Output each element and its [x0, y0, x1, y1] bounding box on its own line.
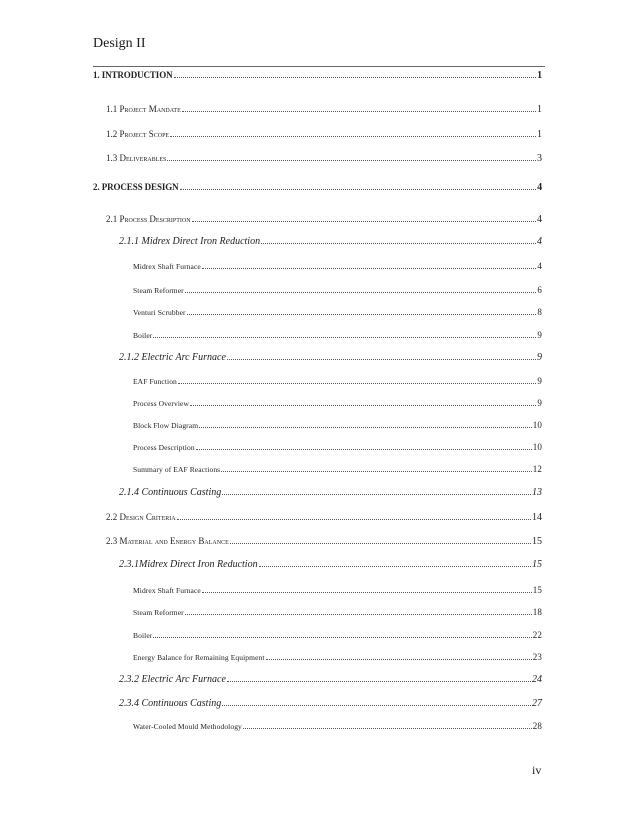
toc-entry[interactable]	[119, 698, 542, 709]
toc-entry-page: 1	[537, 104, 542, 115]
toc-entry-title: 2.3.1Midrex Direct Iron Reduction	[119, 559, 258, 570]
dot-leader	[266, 658, 532, 660]
toc-entry-title: Venturi Scrubber	[133, 308, 186, 317]
toc-entry-title: EAF Function	[133, 377, 177, 386]
toc-entry-title: Summary of EAF Reactions	[133, 465, 221, 474]
toc-entry[interactable]	[133, 442, 542, 452]
dot-leader	[259, 565, 531, 567]
toc-entry-page: 1	[537, 129, 542, 140]
toc-entry-title: Block Flow Diagram	[133, 421, 199, 430]
toc-entry[interactable]	[133, 261, 542, 271]
toc-entry[interactable]	[106, 129, 542, 140]
toc-entry-page: 10	[532, 442, 542, 452]
dot-leader	[192, 220, 536, 222]
toc-entry[interactable]	[119, 487, 542, 498]
toc-entry[interactable]	[93, 182, 542, 193]
dot-leader	[221, 470, 532, 472]
toc-entry[interactable]	[133, 420, 542, 430]
dot-leader	[153, 636, 531, 638]
toc-entry-page: 23	[532, 652, 542, 662]
dot-leader	[222, 704, 531, 706]
toc-entry-page: 9	[537, 398, 542, 408]
toc-entry-page: 27	[532, 698, 542, 709]
toc-entry-title: 1.2 Project Scope	[106, 129, 170, 139]
toc-entry[interactable]	[106, 153, 542, 164]
toc-entry-title: Midrex Shaft Furnace	[133, 586, 201, 595]
dot-leader	[196, 448, 532, 450]
toc-entry[interactable]	[119, 674, 542, 685]
dot-leader	[187, 313, 537, 315]
toc-entry[interactable]	[106, 536, 542, 547]
toc-entry-page: 1	[537, 70, 542, 81]
toc-entry-title: 2.1.4 Continuous Casting	[119, 487, 222, 498]
toc-entry-page: 8	[537, 307, 542, 317]
toc-entry-page: 4	[537, 261, 542, 271]
toc-entry-title: Process Description	[133, 443, 195, 452]
toc-entry-title: 2.1.1 Midrex Direct Iron Reduction	[119, 236, 261, 247]
dot-leader	[153, 336, 536, 338]
dot-leader	[182, 110, 536, 112]
dot-leader	[185, 613, 532, 615]
toc-entry[interactable]	[119, 559, 542, 570]
toc-entry-title: Steam Reformer	[133, 608, 184, 617]
toc-entry[interactable]	[119, 352, 542, 363]
toc-entry-page: 18	[532, 607, 542, 617]
toc-entry-title: 2. PROCESS DESIGN	[93, 182, 179, 192]
toc-entry-title: 2.1.2 Electric Arc Furnace	[119, 352, 226, 363]
page-number: iv	[532, 763, 542, 777]
toc-entry[interactable]	[133, 398, 542, 408]
toc-entry-page: 15	[532, 536, 542, 547]
dot-leader	[199, 426, 532, 428]
toc-entry-page: 12	[532, 464, 542, 474]
dot-leader	[202, 591, 532, 593]
toc-entry-title: Process Overview	[133, 399, 189, 408]
toc-entry-page: 14	[532, 512, 542, 523]
toc-entry[interactable]	[133, 307, 542, 317]
toc-entry[interactable]	[119, 236, 542, 247]
dot-leader	[230, 542, 531, 544]
toc-entry[interactable]	[133, 585, 542, 595]
toc-entry-page: 6	[537, 285, 542, 295]
toc-entry[interactable]	[93, 70, 542, 81]
toc-entry-page: 9	[537, 376, 542, 386]
dot-leader	[190, 404, 536, 406]
dot-leader	[180, 188, 537, 190]
toc-entry[interactable]	[133, 652, 542, 662]
toc-entry-page: 10	[532, 420, 542, 430]
dot-leader	[202, 267, 537, 269]
toc-entry-page: 15	[532, 559, 542, 570]
toc-entry-title: 2.3.4 Continuous Casting	[119, 698, 222, 709]
toc-entry-title: 2.3.2 Electric Arc Furnace	[119, 674, 226, 685]
dot-leader	[261, 242, 536, 244]
dot-leader	[167, 159, 536, 161]
toc-entry-title: Steam Reformer	[133, 286, 184, 295]
header-title: Design II	[93, 36, 146, 51]
dot-leader	[174, 76, 537, 78]
dot-leader	[185, 291, 537, 293]
dot-leader	[243, 727, 532, 729]
toc-entry[interactable]	[106, 214, 542, 225]
toc-entry-title: 2.2 Design Criteria	[106, 512, 176, 522]
toc-entry-page: 4	[537, 214, 542, 225]
toc-entry-title: 2.1 Process Description	[106, 214, 191, 224]
toc-entry-title: Midrex Shaft Furnace	[133, 262, 201, 271]
dot-leader	[227, 680, 531, 682]
toc-entry-page: 4	[537, 236, 542, 247]
dot-leader	[178, 382, 536, 384]
toc-entry-title: Water-Cooled Mould Methodology	[133, 722, 242, 731]
toc-entry[interactable]	[133, 285, 542, 295]
toc-entry-title: Boiler	[133, 331, 153, 340]
toc-entry[interactable]	[133, 630, 542, 640]
toc-entry-title: 1.3 Deliverables	[106, 153, 167, 163]
toc-entry-title: 1.1 Project Mandate	[106, 104, 181, 114]
toc-entry-page: 9	[537, 330, 542, 340]
toc-entry[interactable]	[106, 512, 542, 523]
toc-entry[interactable]	[133, 721, 542, 731]
toc-entry-title: 1. INTRODUCTION	[93, 70, 173, 80]
toc-entry-page: 28	[532, 721, 542, 731]
dot-leader	[170, 135, 536, 137]
toc-entry-page: 15	[532, 585, 542, 595]
toc-entry[interactable]	[133, 464, 542, 474]
toc-entry-title: 2.3 Material and Energy Balance	[106, 536, 229, 546]
toc-entry-page: 3	[537, 153, 542, 164]
toc-entry-title: Boiler	[133, 631, 153, 640]
toc-entry-page: 4	[537, 182, 542, 193]
toc-entry-page: 9	[537, 352, 542, 363]
toc-entry-page: 22	[532, 630, 542, 640]
toc-entry[interactable]	[106, 104, 542, 115]
toc-entry[interactable]	[133, 330, 542, 340]
toc-entry[interactable]	[133, 607, 542, 617]
dot-leader	[222, 493, 531, 495]
toc-entry[interactable]	[133, 376, 542, 386]
toc-entry-page: 24	[532, 674, 542, 685]
dot-leader	[227, 358, 536, 360]
toc-entry-title: Energy Balance for Remaining Equipment	[133, 653, 265, 662]
header-divider	[93, 66, 545, 67]
toc-entry-page: 13	[532, 487, 542, 498]
dot-leader	[177, 518, 531, 520]
